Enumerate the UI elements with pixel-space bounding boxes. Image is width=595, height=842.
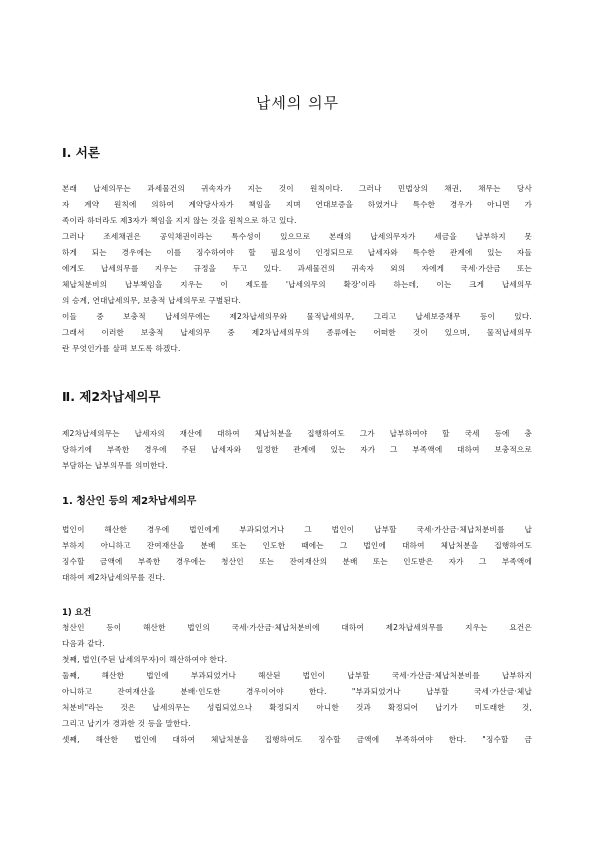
subsection-heading-liquidator: 1. 청산인 등의 제2차납세의무	[62, 496, 197, 507]
paragraph-line: 둘째, 해산한 법인에 부과되었거나 해산된 법인이 납부할 국세·가산금·체납처분비를 납부하지	[62, 671, 532, 680]
paragraph-line: 아니하고 잔여재산을 분배·인도한 경우이어야 한다. "부과되었거나 납부할 국세·가산금·체납	[62, 687, 532, 696]
paragraph-line: 셋째, 해산한 법인에 대하여 체납처분을 집행하여도 징수할 금액에 부족하여야 한다. "징수할 금	[62, 735, 532, 744]
requirements-heading: 1) 요건	[62, 608, 92, 618]
paragraph-line: 처분비"라는 것은 납세의무는 성립되었으나 확정되지 아니한 것과 확정되어 납기가 미도래한 것,	[62, 703, 532, 712]
paragraph-line: 이들 중 보충적 납세의무에는 제2차납세의무와 물적납세의무, 그리고 납세보증채무 등이 있다.	[62, 312, 532, 321]
paragraph-line: 다음과 같다.	[62, 639, 105, 648]
paragraph-line: 첫째, 법인(주된 납세의무자)이 해산하여야 한다.	[62, 655, 228, 664]
paragraph-line: 대하여 제2차납세의무를 진다.	[62, 573, 166, 582]
paragraph-line: 법인이 해산한 경우에 법인에게 부과되었거나 그 법인이 납부할 국세·가산금·체납처분비를 납	[62, 525, 532, 534]
paragraph-line: 청산인 등이 해산한 법인의 국세·가산금·체납처분비에 대하여 제2차납세의무를 지우는 요건은	[62, 623, 532, 632]
paragraph-line: 징수할 금액에 부족한 경우에는 청산인 또는 잔여재산의 분배 또는 인도받은 자가 그 부족액에	[62, 557, 532, 566]
paragraph-line: 본래 납세의무는 과세물건의 귀속자가 지는 것이 원칙이다. 그러나 민법상의 채권, 채무는 당사	[62, 184, 532, 193]
paragraph-line: 제2차납세의무는 납세자의 재산에 대하여 체납처분을 집행하여도 그가 납부하여야 할 국세 등에 충	[62, 429, 532, 438]
paragraph-line: 당하기에 부족한 경우에 주된 납세자와 일정한 관계에 있는 자가 그 부족액에 대하여 보충적으로	[62, 445, 532, 454]
paragraph-line: 부담하는 납부의무를 의미한다.	[62, 461, 168, 470]
document-title: 납세의 의무	[255, 94, 340, 112]
paragraph-line: 에게도 납세의무를 지우는 규정을 두고 있다. 과세물건의 귀속자 외의 자에게 국세·가산금 또는	[62, 264, 532, 273]
paragraph-line: 그리고 납기가 경과한 것 등을 말한다.	[62, 719, 191, 728]
paragraph-line: 하게 되는 경우에는 이를 징수하여야 할 필요성이 인정되므로 납세자와 특수한 관계에 있는 자들	[62, 248, 532, 257]
section-heading-intro: Ⅰ. 서론	[62, 145, 100, 160]
paragraph-line: 자 계약 원칙에 의하여 계약당사자가 책임을 지며 연대보증을 하였거나 특수한 경우가 아니면 가	[62, 200, 532, 209]
section-heading-secondary-liability: Ⅱ. 제2차납세의무	[62, 389, 161, 404]
paragraph-line: 족이라 하더라도 제3자가 책임을 지지 않는 것을 원칙으로 하고 있다.	[62, 216, 297, 225]
paragraph-line: 부하지 아니하고 잔여재산을 분배 또는 인도한 때에는 그 법인에 대하여 체납처분을 집행하여도	[62, 541, 532, 550]
paragraph-line: 체납처분비의 납부책임을 지우는 이 제도를 '납세의무의 확장'이라 하는데, 이는 크게 납세의무	[62, 280, 532, 289]
paragraph-line: 란 무엇인가를 살펴 보도록 하겠다.	[62, 344, 181, 353]
paragraph-line: 의 승계, 연대납세의무, 보충적 납세의무로 구별된다.	[62, 296, 242, 305]
paragraph-line: 그러나 조세채권은 공익채권이라는 특수성이 있으므로 본래의 납세의무자가 세금을 납부하지 못	[62, 232, 532, 241]
paragraph-line: 그래서 이러한 보충적 납세의무 중 제2차납세의무의 종류에는 어떠한 것이 있으며, 물적납세의무	[62, 328, 532, 337]
